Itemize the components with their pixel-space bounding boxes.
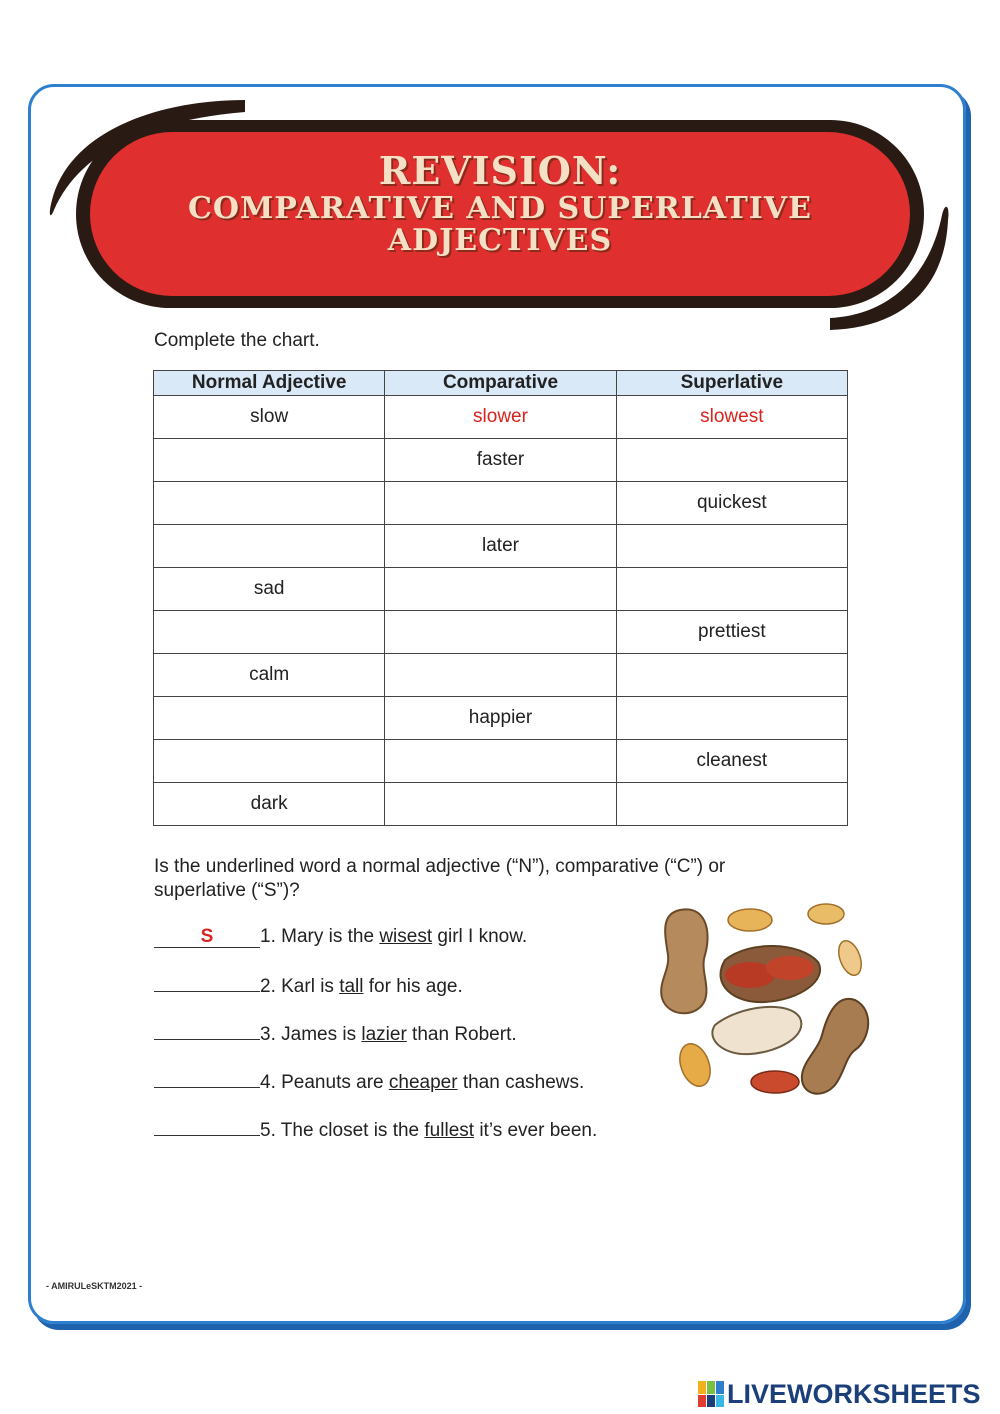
table-row <box>154 396 848 439</box>
header-comparative: Comparative <box>385 371 616 396</box>
item-suffix: than Robert. <box>406 1024 517 1045</box>
title-line-3: ADJECTIVES <box>387 223 613 258</box>
item-prefix: 5. The closet is the <box>260 1120 425 1141</box>
table-row <box>154 697 848 740</box>
question-item-2 <box>154 971 463 997</box>
underlined-word: wisest <box>379 926 433 947</box>
liveworksheets-logo-icon <box>698 1381 724 1407</box>
answer-value: S <box>200 926 214 947</box>
cell-normal: dark <box>154 783 385 826</box>
cell-superlative-answer: slowest <box>616 396 847 439</box>
table-row <box>154 740 848 783</box>
cell-input[interactable] <box>616 439 847 482</box>
cell-input[interactable] <box>616 568 847 611</box>
question-item-5 <box>154 1115 597 1141</box>
cell-normal: sad <box>154 568 385 611</box>
page-title <box>100 148 900 258</box>
header-superlative: Superlative <box>616 371 847 396</box>
underlined-word: tall <box>339 976 364 997</box>
cell-input[interactable] <box>616 697 847 740</box>
chart-header-row <box>154 371 848 396</box>
cell-input[interactable] <box>616 525 847 568</box>
answer-blank-1[interactable] <box>154 927 260 948</box>
cell-superlative: prettiest <box>616 611 847 654</box>
item-suffix: girl I know. <box>432 926 528 947</box>
cell-input[interactable] <box>385 568 616 611</box>
question-item-3 <box>154 1019 517 1045</box>
cell-input[interactable] <box>385 740 616 783</box>
answer-blank-5[interactable] <box>154 1115 260 1136</box>
table-row <box>154 611 848 654</box>
item-prefix: 2. Karl is <box>260 976 340 997</box>
cell-input[interactable] <box>154 697 385 740</box>
underlined-word: cheaper <box>388 1072 458 1093</box>
item-prefix: 3. James is <box>260 1024 362 1045</box>
item-prefix: 4. Peanuts are <box>260 1072 389 1093</box>
item-suffix: for his age. <box>363 976 463 997</box>
item-suffix: it’s ever been. <box>474 1120 598 1141</box>
cell-input[interactable] <box>154 525 385 568</box>
title-line-1: REVISION: <box>378 148 622 193</box>
item-prefix: 1. Mary is the <box>260 926 380 947</box>
cell-superlative: quickest <box>616 482 847 525</box>
table-row <box>154 482 848 525</box>
cell-comparative-answer: slower <box>385 396 616 439</box>
author-credit: - AMIRULeSKTM2021 - <box>46 1281 143 1291</box>
cell-comparative: happier <box>385 697 616 740</box>
table-row <box>154 783 848 826</box>
item-suffix: than cashews. <box>457 1072 585 1093</box>
chart-instruction: Complete the chart. <box>154 330 320 351</box>
question-item-4 <box>154 1067 584 1093</box>
cell-comparative: faster <box>385 439 616 482</box>
cell-input[interactable] <box>154 482 385 525</box>
cell-input[interactable] <box>385 783 616 826</box>
liveworksheets-brand <box>698 1378 981 1410</box>
cell-input[interactable] <box>154 611 385 654</box>
brand-name: LIVEWORKSHEETS <box>727 1378 981 1409</box>
answer-blank-2[interactable] <box>154 971 260 992</box>
table-row <box>154 525 848 568</box>
cell-input[interactable] <box>385 611 616 654</box>
cell-input[interactable] <box>616 654 847 697</box>
cell-input[interactable] <box>385 654 616 697</box>
title-line-2: COMPARATIVE AND SUPERLATIVE <box>188 191 812 226</box>
answer-blank-4[interactable] <box>154 1067 260 1088</box>
table-row <box>154 568 848 611</box>
table-row <box>154 439 848 482</box>
cell-comparative: later <box>385 525 616 568</box>
cell-input[interactable] <box>154 740 385 783</box>
adjective-chart <box>153 370 848 826</box>
header-normal: Normal Adjective <box>154 371 385 396</box>
underlined-word: lazier <box>361 1024 407 1045</box>
cell-normal: calm <box>154 654 385 697</box>
cell-input[interactable] <box>154 439 385 482</box>
cell-superlative: cleanest <box>616 740 847 783</box>
cell-input[interactable] <box>385 482 616 525</box>
table-row <box>154 654 848 697</box>
answer-blank-3[interactable] <box>154 1019 260 1040</box>
question-item-1 <box>154 924 527 950</box>
cell-input[interactable] <box>616 783 847 826</box>
underlined-word: fullest <box>424 1120 475 1141</box>
question-prompt: Is the underlined word a normal adjective (“N”), comparative (“C”) or superlative (“S”)? <box>154 856 726 901</box>
cell-normal: slow <box>154 396 385 439</box>
peanuts-illustration <box>650 900 880 1110</box>
